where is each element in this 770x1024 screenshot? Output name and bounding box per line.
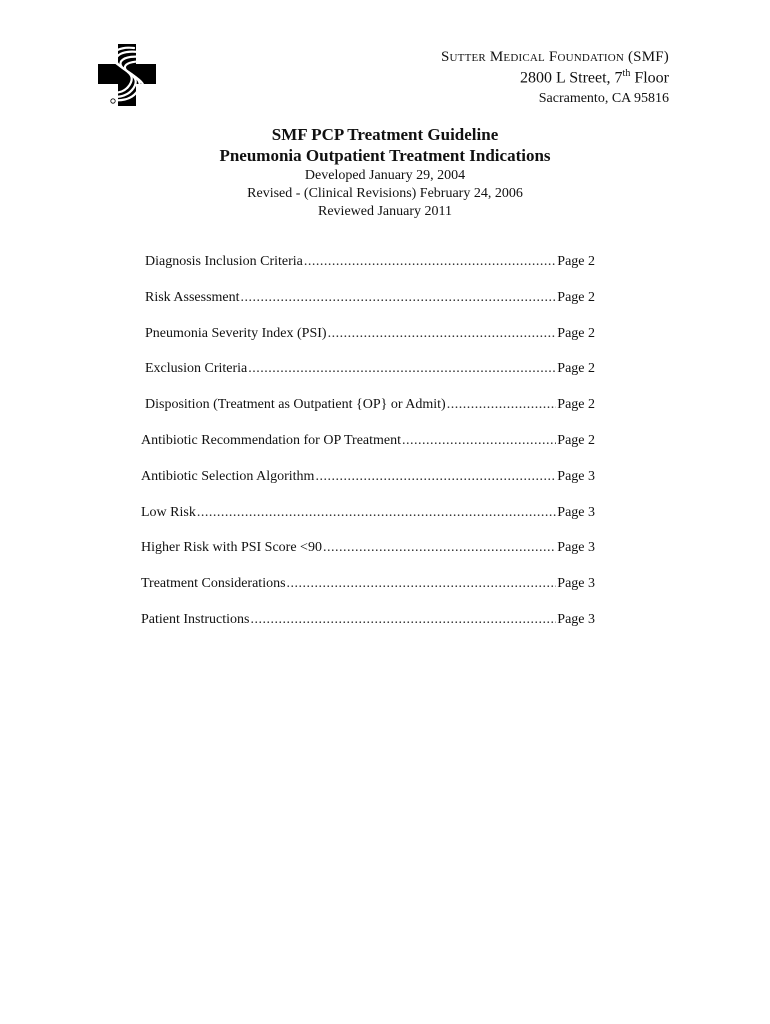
toc-dot-leader [197,505,556,521]
toc-dot-leader [402,433,556,449]
toc-entry [141,576,595,612]
toc-dot-leader [315,469,556,485]
organization-name: Sutter Medical Foundation (SMF) [440,49,669,65]
developed-date: Developed January 29, 2004 [304,168,466,183]
organization-city: Sacramento, CA 95816 [538,90,669,106]
document-subtitle: Pneumonia Outpatient Treatment Indications [219,146,551,165]
toc-entry-label: Exclusion Criteria [145,361,248,377]
toc-entry [141,361,595,397]
toc-entry [141,540,595,576]
toc-entry-label: Antibiotic Selection Algorithm [141,468,315,484]
toc-entry-page: Page 2 [557,254,595,269]
toc-dot-leader [323,540,556,556]
toc-entry-page: Page 3 [557,504,595,520]
toc-entry-label: Diagnosis Inclusion Criteria [145,254,303,269]
toc-entry [141,469,595,505]
toc-dot-leader [241,290,557,306]
toc-entry-page: Page 2 [557,289,595,305]
toc-entry-label: Patient Instructions [141,611,250,627]
toc-entry-page: Page 2 [557,361,595,377]
toc-entry [141,326,595,362]
sutter-logo-icon [98,44,156,106]
toc-entry-page: Page 3 [557,611,595,627]
toc-entry-page: Page 2 [557,397,595,413]
table-of-contents [141,254,595,648]
toc-entry-label: Low Risk [141,504,196,520]
toc-entry-page: Page 3 [557,576,595,592]
toc-entry [141,254,595,290]
toc-entry-page: Page 3 [557,468,595,484]
toc-entry-label: Pneumonia Severity Index (PSI) [145,325,327,341]
toc-entry [141,397,595,433]
toc-entry-page: Page 2 [557,325,595,341]
toc-dot-leader [287,576,557,592]
toc-entry-page: Page 3 [557,540,595,556]
toc-entry-label: Treatment Considerations [141,576,286,592]
document-title-block [0,124,770,221]
toc-entry-label: Higher Risk with PSI Score <90 [141,540,322,556]
toc-entry-page: Page 2 [557,432,595,448]
organization-street: 2800 L Street, 7th Floor [520,68,669,87]
revised-date: Revised - (Clinical Revisions) February 24, 2006 [247,186,523,201]
toc-dot-leader [251,612,557,628]
document-title: SMF PCP Treatment Guideline [271,125,499,144]
toc-entry [141,290,595,326]
toc-dot-leader [304,254,556,270]
toc-entry [141,433,595,469]
toc-dot-leader [447,397,557,413]
reviewed-date: Reviewed January 2011 [318,204,452,219]
organization-header [441,48,669,107]
toc-entry-label: Disposition (Treatment as Outpatient {OP} or Admit) [145,397,446,413]
toc-entry [141,612,595,648]
toc-entry-label: Risk Assessment [145,289,240,305]
toc-dot-leader [328,326,557,342]
toc-dot-leader [248,361,556,377]
toc-entry-label: Antibiotic Recommendation for OP Treatment [141,432,402,448]
toc-entry [141,505,595,541]
